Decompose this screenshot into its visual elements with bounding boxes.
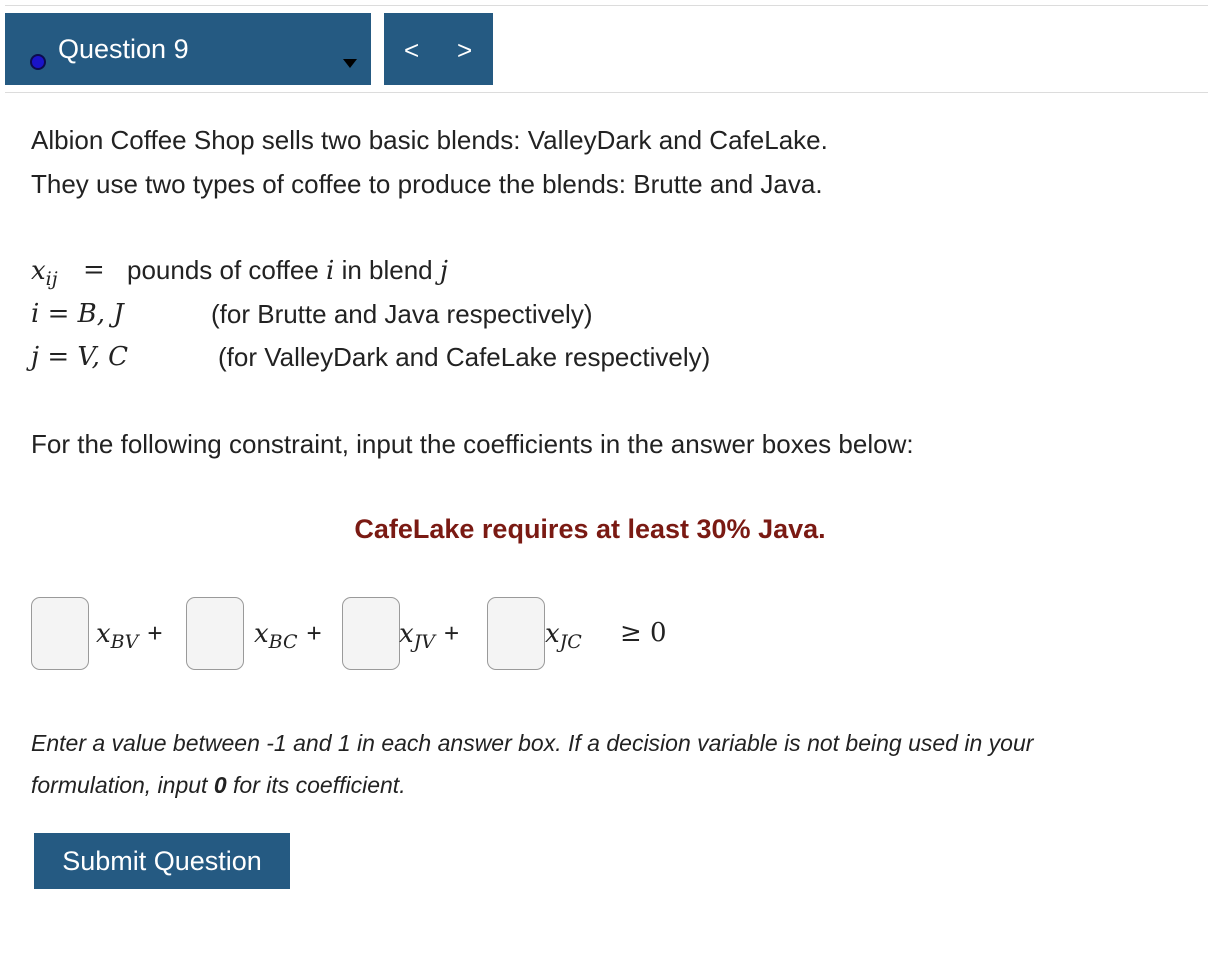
constraint-statement: CafeLake requires at least 30% Java. <box>354 514 826 544</box>
def-i-description: (for Brutte and Java respectively) <box>211 299 593 329</box>
coef-input-xjc[interactable] <box>487 597 545 670</box>
question-select[interactable] <box>5 13 371 85</box>
question-nav-buttons <box>384 13 493 85</box>
next-question-button[interactable]: > <box>457 35 473 65</box>
coef-input-xbv[interactable] <box>31 597 89 670</box>
term-xbc: $x_{BC}$ + <box>254 618 322 653</box>
def-x-description: pounds of coffee i in blend j <box>127 255 448 286</box>
submit-question-button[interactable]: Submit Question <box>34 833 290 889</box>
def-j-description: (for ValleyDark and CafeLake respectively) <box>218 342 711 372</box>
def-j-math: j = V, C <box>31 342 129 372</box>
instruction-text: For the following constraint, input the coefficients in the answer boxes below: <box>31 429 914 459</box>
term-xbv: $x_{BV}$ + <box>96 618 163 653</box>
prev-question-button[interactable]: < <box>404 35 420 65</box>
def-x-symbol: $x_{ij}$ <box>31 256 58 290</box>
intro-line-2: They use two types of coffee to produce the blends: Brutte and Java. <box>31 169 823 199</box>
status-dot-icon <box>30 54 46 70</box>
top-divider <box>5 5 1208 6</box>
term-xjv: $x_{JV}$ + <box>399 618 460 653</box>
header-divider <box>5 92 1208 93</box>
coef-input-xjv[interactable] <box>342 597 400 670</box>
def-equals: = <box>83 255 105 285</box>
constraint-relation: ≥ 0 <box>620 618 667 648</box>
caret-down-icon <box>343 59 357 68</box>
coef-input-xbc[interactable] <box>186 597 244 670</box>
intro-line-1: Albion Coffee Shop sells two basic blends: ValleyDark and CafeLake. <box>31 125 828 155</box>
help-text: Enter a value between -1 and 1 in each answer box. If a decision variable is not being used in your formulation, input 0 for its coefficient. <box>31 730 1034 798</box>
def-i-math: i = B, J <box>31 299 124 329</box>
term-xjc: $x_{JC}$ <box>545 619 582 653</box>
question-select-label: Question 9 <box>58 34 189 64</box>
